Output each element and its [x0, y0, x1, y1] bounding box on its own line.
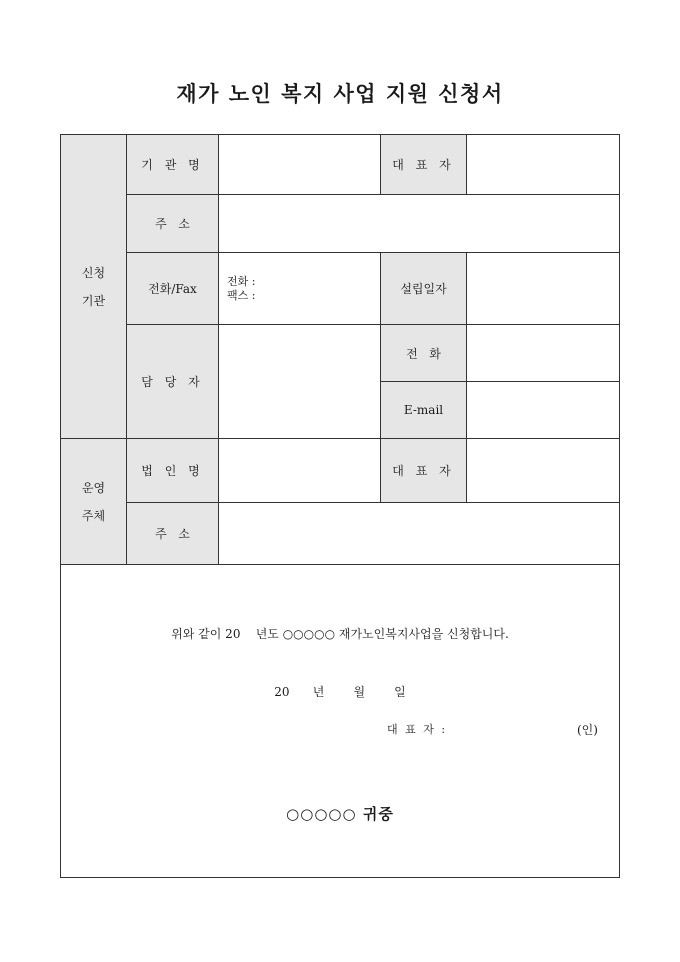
- fax-line: 팩스 :: [227, 288, 256, 302]
- section-operator-line2: 주체: [81, 508, 106, 523]
- email-field[interactable]: [467, 382, 619, 439]
- date-line: 20 년 월 일: [274, 685, 406, 699]
- operator-address-field[interactable]: [219, 503, 619, 565]
- phone-fax-field[interactable]: [219, 253, 381, 325]
- section-applicant-line2: 기관: [81, 293, 106, 308]
- org-name-field[interactable]: [219, 135, 381, 195]
- founded-field[interactable]: [467, 253, 619, 325]
- rep-label: 대 표 자: [381, 135, 467, 195]
- phone-line: 전화 :: [227, 274, 256, 288]
- signature-label: 대 표 자 :: [387, 723, 448, 736]
- address-label: 주 소: [127, 195, 219, 253]
- section-applicant-line1: 신청: [81, 265, 106, 280]
- email-label: E-mail: [381, 382, 467, 439]
- org-name-label: 기 관 명: [127, 135, 219, 195]
- section-operator: [61, 439, 127, 565]
- section-applicant: [61, 135, 127, 439]
- seal-mark: (인): [577, 723, 598, 737]
- manager-phone-field[interactable]: [467, 325, 619, 382]
- statement-text: 위와 같이 20 년도 ○○○○○ 재가노인복지사업을 신청합니다.: [171, 627, 509, 641]
- corp-name-field[interactable]: [219, 439, 381, 503]
- manager-label: 담 당 자: [127, 325, 219, 439]
- operator-rep-field[interactable]: [467, 439, 619, 503]
- operator-address-label: 주 소: [127, 503, 219, 565]
- address-field[interactable]: [219, 195, 619, 253]
- rep-field[interactable]: [467, 135, 619, 195]
- addressee: ○○○○○ 귀중: [286, 805, 394, 823]
- declaration-area: [61, 565, 619, 877]
- section-operator-line1: 운영: [81, 480, 106, 495]
- founded-label: 설립일자: [381, 253, 467, 325]
- operator-rep-label: 대 표 자: [381, 439, 467, 503]
- form-title: 재가 노인 복지 사업 지원 신청서: [176, 81, 504, 106]
- corp-name-label: 법 인 명: [127, 439, 219, 503]
- phone-fax-label: 전화/Fax: [127, 253, 219, 325]
- application-form: [60, 134, 620, 878]
- manager-phone-label: 전 화: [381, 325, 467, 382]
- manager-field[interactable]: [219, 325, 381, 439]
